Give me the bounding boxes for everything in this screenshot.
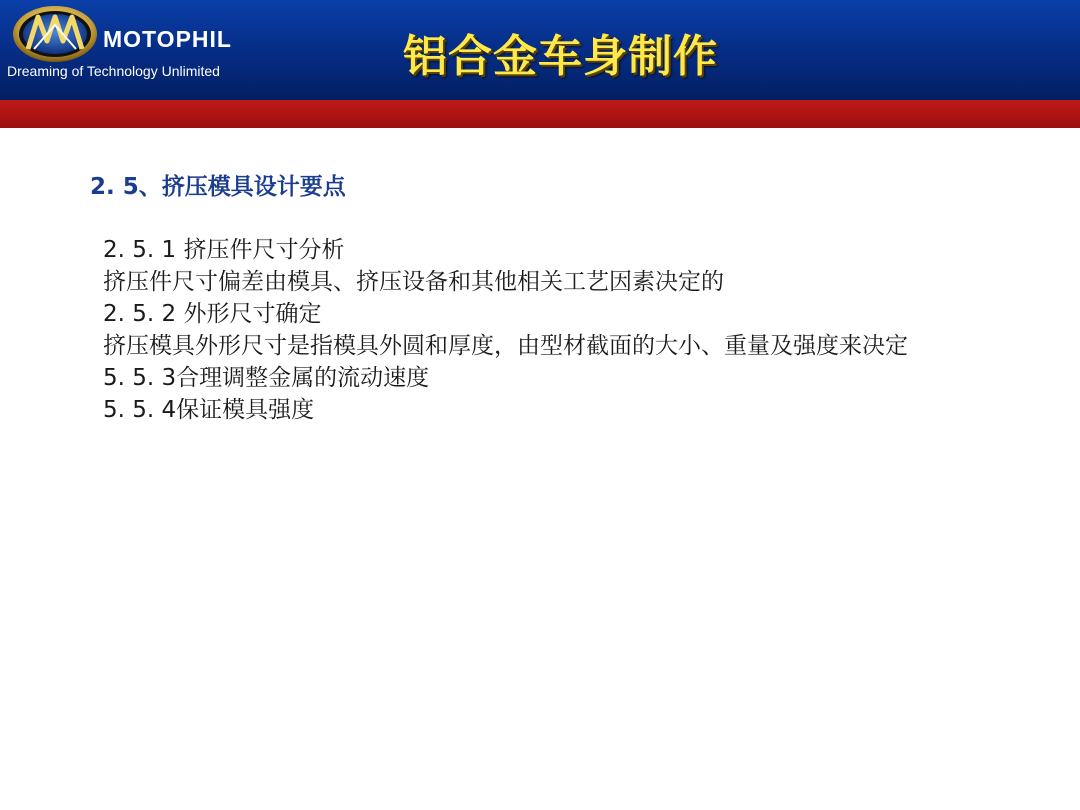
- body-line: 挤压件尺寸偏差由模具、挤压设备和其他相关工艺因素决定的: [103, 269, 724, 295]
- body-line: 5. 5. 3合理调整金属的流动速度: [103, 365, 430, 391]
- slide-title: 铝合金车身制作: [403, 31, 718, 82]
- body-line: 2. 5. 1 挤压件尺寸分析: [103, 237, 345, 263]
- body-line: 挤压模具外形尺寸是指模具外圆和厚度，由型材截面的大小、重量及强度来决定: [103, 333, 908, 359]
- red-divider-band: [0, 100, 1080, 128]
- body-line: 2. 5. 2 外形尺寸确定: [103, 301, 322, 327]
- motophil-logo-icon: [12, 5, 98, 63]
- section-heading: 2. 5、挤压模具设计要点: [90, 174, 346, 200]
- header-bar: [0, 0, 1080, 100]
- body-line: 5. 5. 4保证模具强度: [103, 397, 315, 423]
- brand-name: MOTOPHIL: [103, 26, 232, 52]
- brand-tagline: Dreaming of Technology Unlimited: [7, 63, 220, 79]
- body-text: [103, 234, 1033, 426]
